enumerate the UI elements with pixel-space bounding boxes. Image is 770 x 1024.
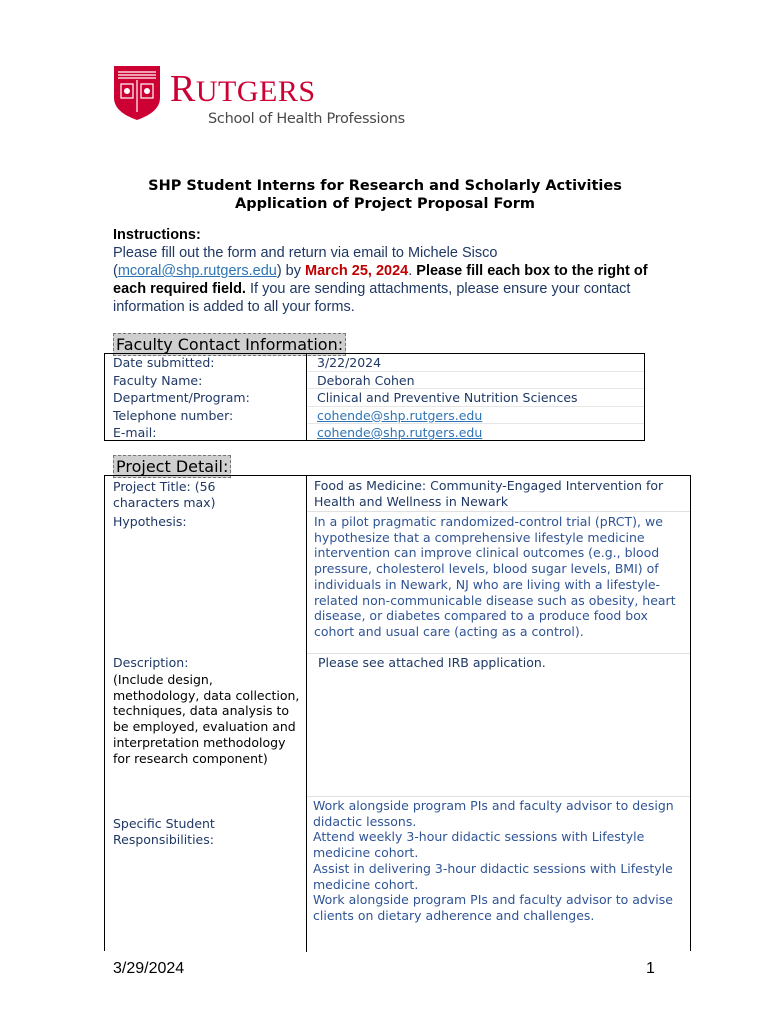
responsibility-item: Assist in delivering 3-hour didactic sessions with Lifestyle medicine cohort. xyxy=(313,860,673,892)
responsibility-item: Work alongside program PIs and faculty advisor to advise clients on dietary adherence and challenges. xyxy=(313,892,673,923)
instructions-block xyxy=(113,226,673,316)
row-divider xyxy=(307,511,690,512)
date-submitted-field[interactable]: 3/22/2024 xyxy=(308,354,644,372)
telephone-link[interactable]: cohende@shp.rutgers.edu xyxy=(317,407,483,423)
row-divider xyxy=(307,796,690,797)
instructions-line1: Please fill out the form and return via email to Michele Sisco xyxy=(113,245,498,261)
hypothesis-field[interactable]: In a pilot pragmatic randomized-control trial (pRCT), we hypothesize that a comprehensive lifestyle medicine intervention can improve clinical outcomes (e.g., blood pressure, cholesterol levels, blood sugar levels, BMI) of individuals in Newark, NJ who are living with a lifestyle-related non-communicable disease such as obesity, heart disease, or diabetes compared to a produce food box cohort and usual care (acting as a control). xyxy=(314,514,676,639)
form-subtitle: Application of Project Proposal Form xyxy=(234,196,536,212)
project-section-heading: Project Detail: xyxy=(113,455,231,478)
responsibilities-field[interactable] xyxy=(313,798,688,924)
column-divider xyxy=(306,476,307,952)
label-department: Department/Program: xyxy=(113,390,250,405)
faculty-name-field[interactable]: Deborah Cohen xyxy=(308,372,644,390)
telephone-field[interactable] xyxy=(308,407,644,425)
rutgers-shield-icon xyxy=(114,66,160,120)
faculty-section-heading: Faculty Contact Information: xyxy=(113,333,346,356)
project-detail-table xyxy=(104,475,691,951)
instructions-heading: Instructions: xyxy=(113,227,201,243)
required-note: Please fill each box to the right of each required field. xyxy=(113,263,648,297)
faculty-values-column xyxy=(308,354,644,440)
description-field[interactable]: Please see attached IRB application. xyxy=(318,655,546,670)
school-name: School of Health Professions xyxy=(208,111,405,127)
rutgers-wordmark: RUTGERS xyxy=(170,68,316,110)
label-faculty-name: Faculty Name: xyxy=(113,372,203,388)
hypothesis-label: Hypothesis: xyxy=(113,514,187,529)
rutgers-logo xyxy=(114,66,414,130)
project-title-label: Project Title: (56 characters max) xyxy=(113,479,216,510)
project-title-field[interactable]: Food as Medicine: Community-Engaged Intervention for Health and Wellness in Newark xyxy=(314,478,664,509)
deadline: March 25, 2024 xyxy=(305,263,409,279)
department-field[interactable]: Clinical and Preventive Nutrition Sciences xyxy=(308,389,644,407)
label-telephone: Telephone number: xyxy=(113,407,234,423)
faculty-contact-table xyxy=(104,353,645,441)
contact-email-link[interactable]: mcoral@shp.rutgers.edu xyxy=(117,263,277,279)
form-title: SHP Student Interns for Research and Scholarly Activities xyxy=(148,178,622,194)
responsibility-item: Attend weekly 3-hour didactic sessions with Lifestyle medicine cohort. xyxy=(313,829,645,861)
footer-date: 3/29/2024 xyxy=(113,960,185,977)
attachments-note: If you are sending attachments, please ensure your contact information is added to all your forms. xyxy=(113,281,631,315)
email-field[interactable] xyxy=(308,424,644,442)
faculty-labels-column xyxy=(105,354,307,440)
description-label: Description: xyxy=(113,655,189,670)
label-email: E-mail: xyxy=(113,425,157,440)
instructions-text: Please fill out the form and return via email to Michele Sisco (mcoral@shp.rutgers.edu) by March 25, 2024. Please fill each box to the right of each required field. If you are sending attachments, please ensure your contact information is added to all your forms. xyxy=(113,245,648,315)
responsibility-item: Work alongside program PIs and faculty advisor to design didactic lessons. xyxy=(313,798,674,829)
description-note: (Include design, methodology, data collection, techniques, data analysis to be employed, evaluation and interpretation methodology for research component) xyxy=(113,672,300,766)
row-divider xyxy=(307,653,690,654)
responsibilities-label: Specific Student Responsibilities: xyxy=(113,816,215,847)
email-link[interactable]: cohende@shp.rutgers.edu xyxy=(317,425,483,440)
label-date-submitted: Date submitted: xyxy=(113,355,215,370)
page-number: 1 xyxy=(646,960,655,977)
